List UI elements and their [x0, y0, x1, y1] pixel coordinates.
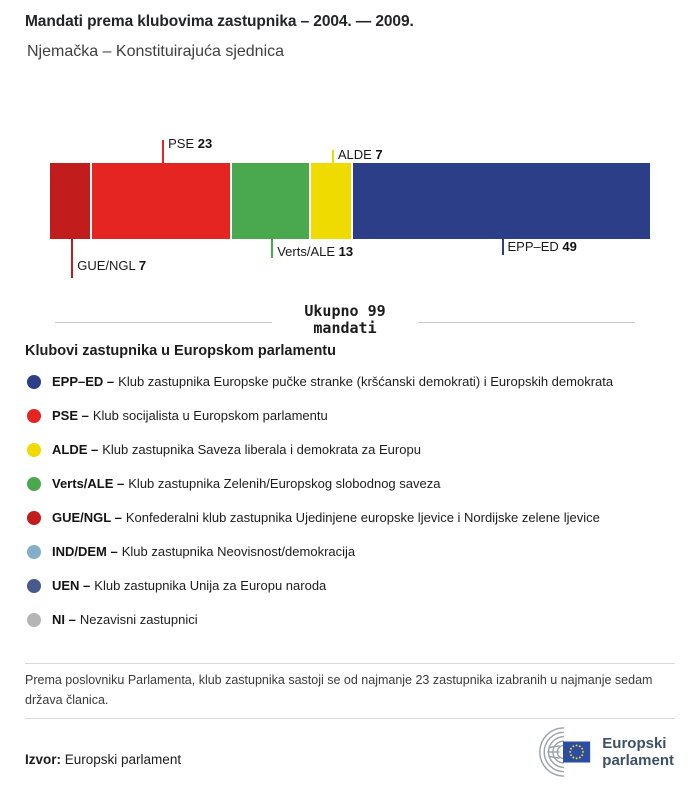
legend-dot — [27, 511, 41, 525]
total-label-line1: Ukupno 99 — [304, 302, 386, 320]
callout-tick-epp-ed — [502, 239, 504, 255]
callout-label-pse: PSE 23 — [168, 136, 213, 151]
legend-heading: Klubovi zastupnika u Europskom parlamentu — [25, 343, 336, 359]
bar-segment-alde — [311, 163, 353, 239]
legend-item-text: IND/DEM – Klub zastupnika Neovisnost/demokracija — [52, 544, 356, 559]
footnote: Prema poslovniku Parlamenta, klub zastupnika sastoji se od najmanje 23 zastupnika izabranih u najmanje sedam država članica. — [25, 673, 653, 707]
logo-text — [602, 735, 674, 769]
divider-bottom — [25, 718, 675, 719]
callout-tick-alde — [332, 150, 334, 163]
legend-dot — [27, 477, 41, 491]
legend-item — [25, 365, 680, 399]
callout-label-alde: ALDE 7 — [337, 147, 383, 162]
legend-dot — [27, 613, 41, 627]
source-line — [25, 752, 181, 767]
legend-item-text: EPP–ED – Klub zastupnika Europske pučke stranke (kršćanski demokrati) i Europskih demokrata — [52, 374, 614, 389]
callout-label-epp-ed: EPP–ED 49 — [507, 239, 577, 254]
legend-item-text: GUE/NGL – Konfederalni klub zastupnika Ujedinjene europske ljevice i Nordijske zelene ljevice — [52, 510, 600, 525]
callout-label-gue-ngl: GUE/NGL 7 — [77, 258, 147, 273]
legend-item — [25, 433, 680, 467]
legend-dot — [27, 443, 41, 457]
legend-item-text: UEN – Klub zastupnika Unija za Europu naroda — [52, 578, 327, 593]
legend-item — [25, 399, 680, 433]
legend-item — [25, 569, 680, 603]
divider-top — [25, 663, 675, 664]
total-divider-left — [55, 322, 272, 323]
legend-item — [25, 467, 680, 501]
stacked-bar — [50, 163, 650, 239]
bar-segment-pse — [92, 163, 231, 239]
total-row — [55, 303, 635, 337]
total-label-line2: mandati — [313, 319, 377, 337]
parliament-hemicycle-icon — [528, 724, 596, 780]
source-label: Izvor: — [25, 752, 62, 767]
legend-item — [25, 603, 680, 637]
logo-text-line1: Europski — [602, 735, 667, 752]
legend-dot — [27, 545, 41, 559]
total-divider-right — [418, 322, 635, 323]
logo-text-line2: parlament — [602, 752, 674, 769]
european-parliament-logo — [528, 724, 674, 780]
legend-dot — [27, 375, 41, 389]
callout-tick-gue-ngl — [71, 239, 73, 278]
legend-item-text: PSE – Klub socijalista u Europskom parlamentu — [52, 408, 328, 423]
callout-tick-pse — [162, 140, 164, 163]
callout-label-verts-ale: Verts/ALE 13 — [277, 244, 354, 259]
total-label — [304, 303, 385, 337]
legend-item-text: ALDE – Klub zastupnika Saveza liberala i demokrata za Europu — [52, 442, 421, 457]
legend-item — [25, 501, 680, 535]
bar-segment-gue-ngl — [50, 163, 92, 239]
legend — [25, 365, 680, 637]
legend-item-text: NI – Nezavisni zastupnici — [52, 612, 198, 627]
page-title: Mandati prema klubovima zastupnika – 2004. — 2009. — [25, 13, 414, 30]
source-value: Europski parlament — [61, 752, 182, 767]
bar-segment-verts-ale — [232, 163, 311, 239]
callout-tick-verts-ale — [271, 239, 273, 258]
legend-dot — [27, 409, 41, 423]
legend-item-text: Verts/ALE – Klub zastupnika Zelenih/Europskog slobodnog saveza — [52, 476, 441, 491]
legend-item — [25, 535, 680, 569]
legend-dot — [27, 579, 41, 593]
bar-segment-epp-ed — [353, 163, 650, 239]
stacked-bar-chart — [50, 136, 650, 273]
page-subtitle: Njemačka – Konstituirajuća sjednica — [27, 43, 285, 60]
